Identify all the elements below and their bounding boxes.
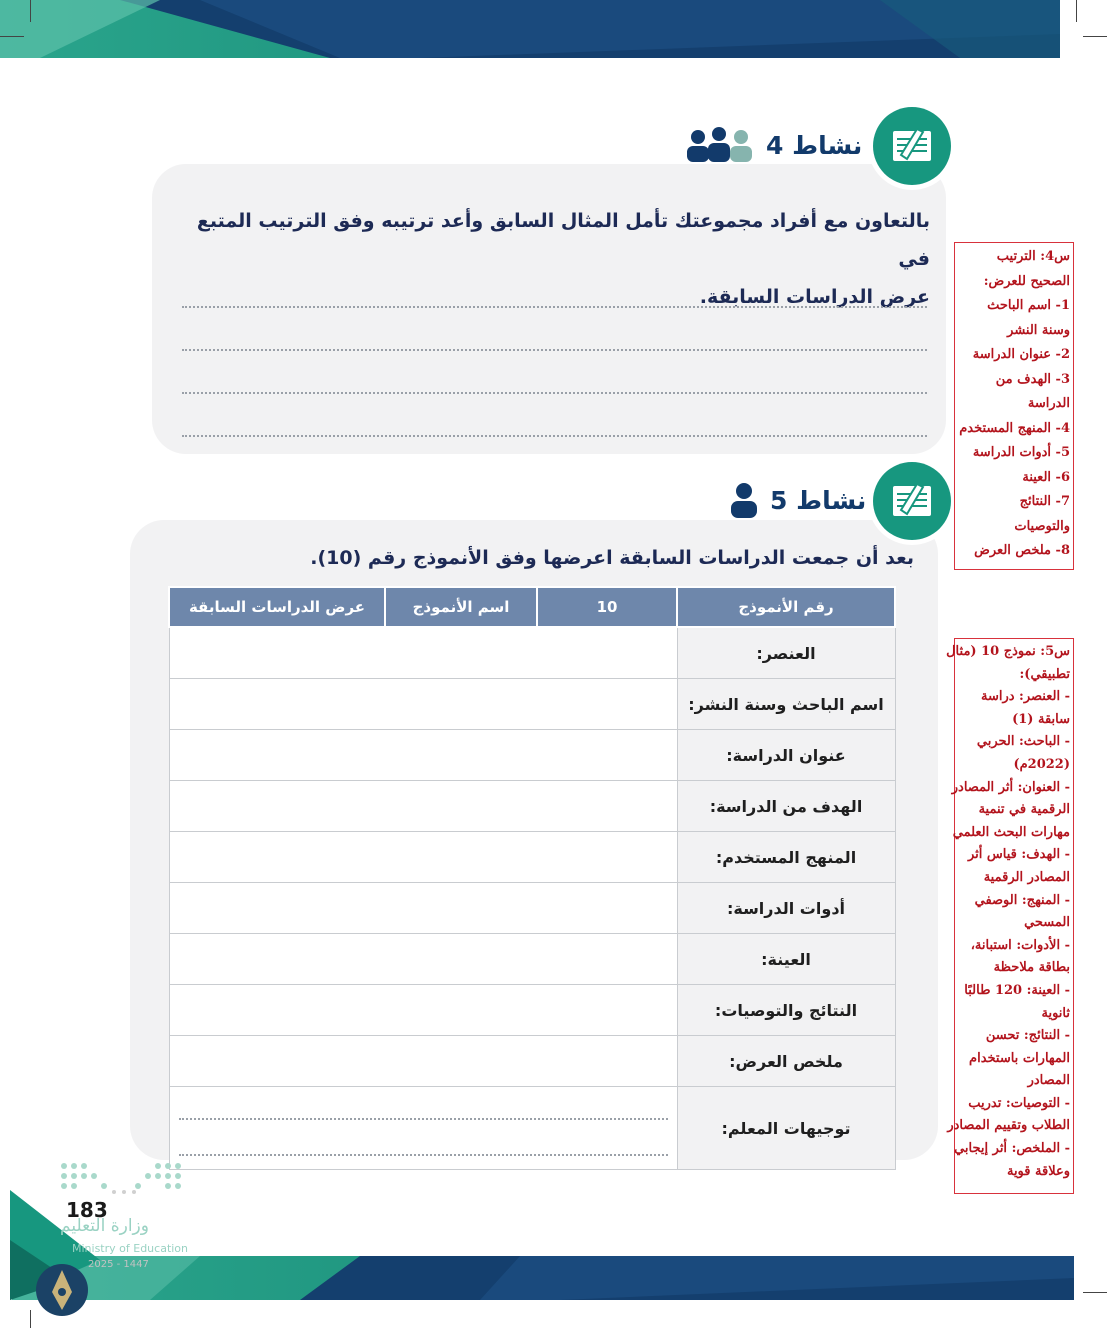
answer-cell[interactable] [169, 1036, 677, 1087]
answer-line-text: - الهدف: قياس أثر [967, 847, 1070, 863]
answer-line-text: - المنهج: الوصفي [974, 892, 1070, 908]
answer-cell[interactable] [169, 730, 677, 781]
answer-line-text: - الباحث: الحربي [976, 734, 1070, 750]
answer-line[interactable] [182, 306, 927, 308]
answer-line-text: - العينة: 120 طالبًا [964, 982, 1070, 998]
table-row [169, 679, 895, 730]
answer-line-text: سابقة (1) [1012, 711, 1070, 727]
bottom-banner [0, 1256, 1107, 1328]
answer-line-text: س5: نموذج 10 (مثال [946, 644, 1070, 659]
answer-line-text: س4: الترتيب [996, 249, 1070, 264]
answer-line-text: (2022م) [1013, 756, 1070, 772]
answer-line-text: - الأدوات: استبانة، [970, 937, 1070, 953]
answer-line-text: وسنة النشر [1007, 322, 1070, 338]
table-row [169, 832, 895, 883]
answer-line-text: المصادر [1027, 1073, 1070, 1089]
table-header: رقم الأنموذج [677, 587, 895, 627]
table-row [169, 1087, 895, 1170]
row-label: العنصر: [677, 627, 895, 679]
activity5-prompt: بعد أن جمعت الدراسات السابقة اعرضها وفق الأنموذج رقم (10). [310, 547, 914, 569]
answer-line-text: بطاقة ملاحظة [993, 960, 1070, 976]
answer-line-text: مهارات البحث العلمي [952, 824, 1070, 840]
crop-mark [30, 0, 31, 22]
crop-mark [1076, 0, 1077, 22]
table-header: عرض الدراسات السابقة [169, 587, 385, 627]
row-label: ملخص العرض: [677, 1036, 895, 1087]
answer-line-text: 1- اسم الباحث [987, 298, 1070, 313]
answer-cell[interactable] [169, 679, 677, 730]
person-icon [728, 482, 760, 518]
crop-mark [1083, 36, 1107, 37]
answer-line-text: 2- عنوان الدراسة [972, 347, 1070, 362]
answer-cell[interactable] [169, 934, 677, 985]
answer-line-text: والتوصيات [1014, 518, 1070, 534]
row-label: اسم الباحث وسنة النشر: [677, 679, 895, 730]
group-people-icon [686, 126, 756, 164]
answer-line-text: - النتائج: تحسن [985, 1028, 1070, 1044]
answer-box-q5 [946, 638, 1074, 1194]
table-header: 10 [537, 587, 677, 627]
notebook-pencil-icon [873, 107, 951, 185]
ministry-logo-icon [58, 1160, 190, 1200]
answer-line-text: 5- أدوات الدراسة [972, 445, 1070, 460]
answer-line-text: المسحي [1024, 915, 1070, 931]
row-label: الهدف من الدراسة: [677, 781, 895, 832]
activity4-prompt-line2: عرض الدراسات السابقة. [699, 286, 930, 308]
answer-line-text: الرقمية في تنمية [978, 802, 1070, 818]
row-label: أدوات الدراسة: [677, 883, 895, 934]
answer-line-text: وعلاقة قوية [1006, 1163, 1070, 1179]
activity4-badge [873, 107, 951, 185]
activity4-title: نشاط 4 [766, 130, 863, 160]
table-row [169, 934, 895, 985]
answer-cell[interactable] [169, 985, 677, 1036]
answer-line-text: - العنصر: دراسة [980, 689, 1070, 705]
row-label: عنوان الدراسة: [677, 730, 895, 781]
activity5-title: نشاط 5 [770, 485, 867, 515]
answer-line-text: الصحيح للعرض: [983, 273, 1070, 289]
table-row [169, 627, 895, 679]
answer-line-text: 6- العينة [1022, 469, 1070, 485]
activity4-prompt-line1: بالتعاون مع أفراد مجموعتك تأمل المثال السابق وأعد ترتيبه وفق الترتيب المتبع في [196, 210, 930, 270]
answer-line-text: ثانوية [1041, 1005, 1070, 1021]
activity4-prompt [170, 202, 930, 316]
ministry-name-ar: وزارة التعليم [60, 1216, 149, 1236]
answer-line-text: تطبيقي): [1019, 666, 1070, 682]
pen-emblem-icon [34, 1262, 90, 1318]
page-number: 183 [66, 1198, 108, 1222]
notebook-pencil-icon [873, 462, 951, 540]
answer-cell[interactable] [169, 781, 677, 832]
answer-line [179, 1136, 668, 1156]
crop-mark [0, 36, 24, 37]
table-header: اسم الأنموذج [385, 587, 537, 627]
answer-line [179, 1100, 668, 1120]
answer-cell[interactable] [169, 883, 677, 934]
answer-line-text: - العنوان: أثر المصادر [951, 779, 1070, 795]
table-row [169, 1036, 895, 1087]
model-10-table [168, 586, 896, 1170]
row-label: النتائج والتوصيات: [677, 985, 895, 1036]
answer-line-text: المصادر الرقمية [983, 869, 1070, 885]
teacher-notes-cell[interactable] [169, 1087, 677, 1170]
row-label: توجيهات المعلم: [677, 1087, 895, 1170]
edition-year: 2025 - 1447 [88, 1259, 149, 1270]
table-row [169, 883, 895, 934]
activity5-badge [873, 462, 951, 540]
row-label: العينة: [677, 934, 895, 985]
table-row [169, 781, 895, 832]
top-banner [0, 0, 1060, 58]
answer-line-text: المهارات باستخدام [969, 1050, 1070, 1066]
answer-line[interactable] [182, 349, 927, 351]
answer-line[interactable] [182, 435, 927, 437]
answer-line-text: - التوصيات: تدريب [968, 1095, 1070, 1111]
answer-line[interactable] [182, 392, 927, 394]
table-row [169, 730, 895, 781]
row-label: المنهج المستخدم: [677, 832, 895, 883]
answer-cell[interactable] [169, 832, 677, 883]
table-row [169, 985, 895, 1036]
activity5-header [728, 482, 866, 518]
answer-line-text: الطلاب وتقييم المصادر [947, 1118, 1070, 1134]
answer-line-text: 3- الهدف من [995, 371, 1070, 387]
answer-line-text: 7- النتائج [1019, 494, 1070, 509]
answer-line-text: 4- المنهج المستخدم [959, 420, 1070, 436]
answer-box-q4 [954, 242, 1074, 570]
answer-cell[interactable] [169, 627, 677, 679]
answer-line-text: 8- ملخص العرض [974, 543, 1070, 558]
answer-line-text: - الملخص: أثر إيجابي [954, 1141, 1070, 1157]
answer-line-text: الدراسة [1027, 396, 1070, 411]
table-header-row [169, 587, 895, 627]
ministry-name-en: Ministry of Education [72, 1242, 189, 1255]
activity4-header [686, 126, 862, 164]
